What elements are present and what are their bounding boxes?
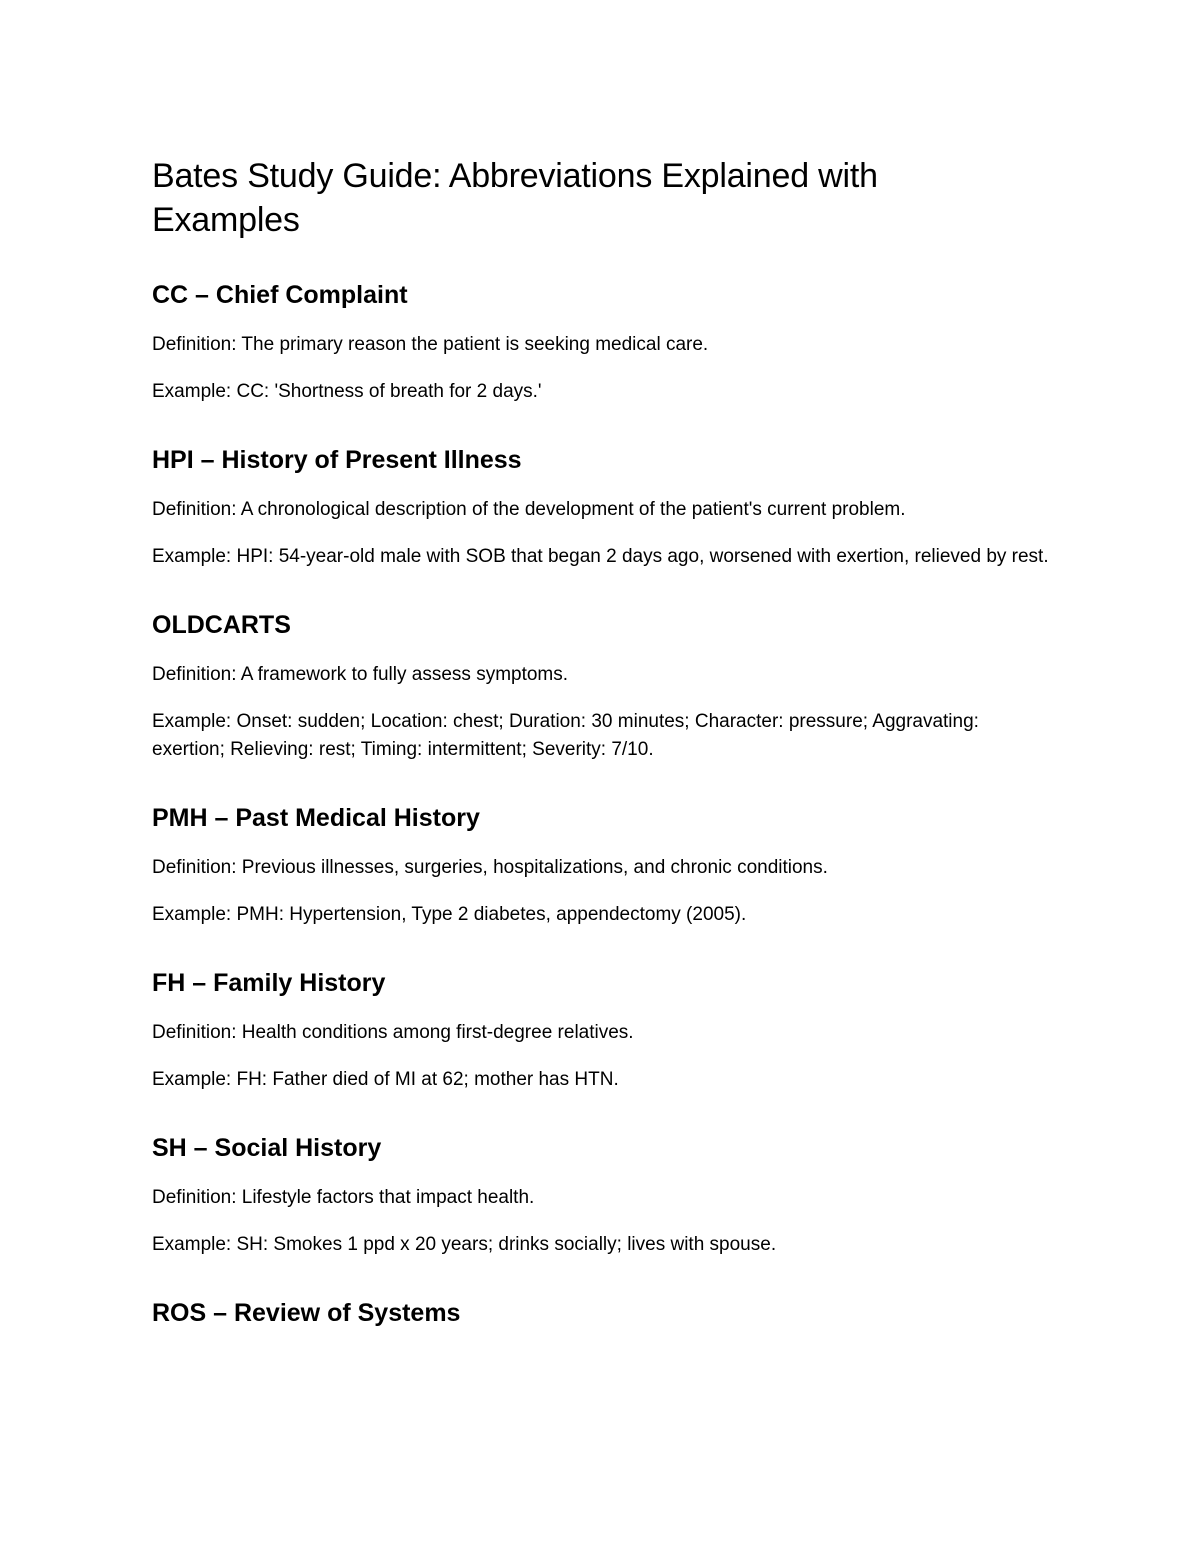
section-heading: PMH – Past Medical History (152, 804, 480, 832)
section-sh (152, 1132, 1052, 1259)
section-oldcarts (152, 609, 1052, 764)
section-pmh (152, 802, 1052, 929)
section-heading: OLDCARTS (152, 611, 291, 639)
section-fh (152, 967, 1052, 1094)
definition-text: Definition: Lifestyle factors that impact health. (152, 1187, 535, 1208)
section-cc (152, 279, 1052, 406)
example-text: Example: PMH: Hypertension, Type 2 diabetes, appendectomy (2005). (152, 904, 747, 925)
example-text: Example: FH: Father died of MI at 62; mother has HTN. (152, 1069, 619, 1090)
document-title: Bates Study Guide: Abbreviations Explained with Examples (152, 157, 878, 239)
section-heading: SH – Social History (152, 1134, 382, 1162)
section-hpi (152, 444, 1052, 571)
section-heading: HPI – History of Present Illness (152, 446, 522, 474)
section-heading: FH – Family History (152, 969, 386, 997)
section-ros (152, 1297, 1052, 1329)
definition-text: Definition: A framework to fully assess symptoms. (152, 664, 569, 685)
example-text: Example: SH: Smokes 1 ppd x 20 years; drinks socially; lives with spouse. (152, 1234, 777, 1255)
example-text: Example: Onset: sudden; Location: chest; Duration: 30 minutes; Character: pressure; Aggravating: exertion; Relieving: rest; Timing: intermittent; Severity: 7/10. (152, 711, 979, 760)
example-text: Example: CC: 'Shortness of breath for 2 days.' (152, 381, 542, 402)
definition-text: Definition: A chronological description of the development of the patient's current problem. (152, 499, 906, 520)
example-text: Example: HPI: 54-year-old male with SOB that began 2 days ago, worsened with exertion, relieved by rest. (152, 546, 1049, 567)
definition-text: Definition: Previous illnesses, surgeries, hospitalizations, and chronic conditions. (152, 857, 828, 878)
section-heading: ROS – Review of Systems (152, 1299, 461, 1327)
section-heading: CC – Chief Complaint (152, 281, 408, 309)
definition-text: Definition: Health conditions among first-degree relatives. (152, 1022, 634, 1043)
document-page (152, 154, 1052, 1329)
definition-text: Definition: The primary reason the patient is seeking medical care. (152, 334, 709, 355)
